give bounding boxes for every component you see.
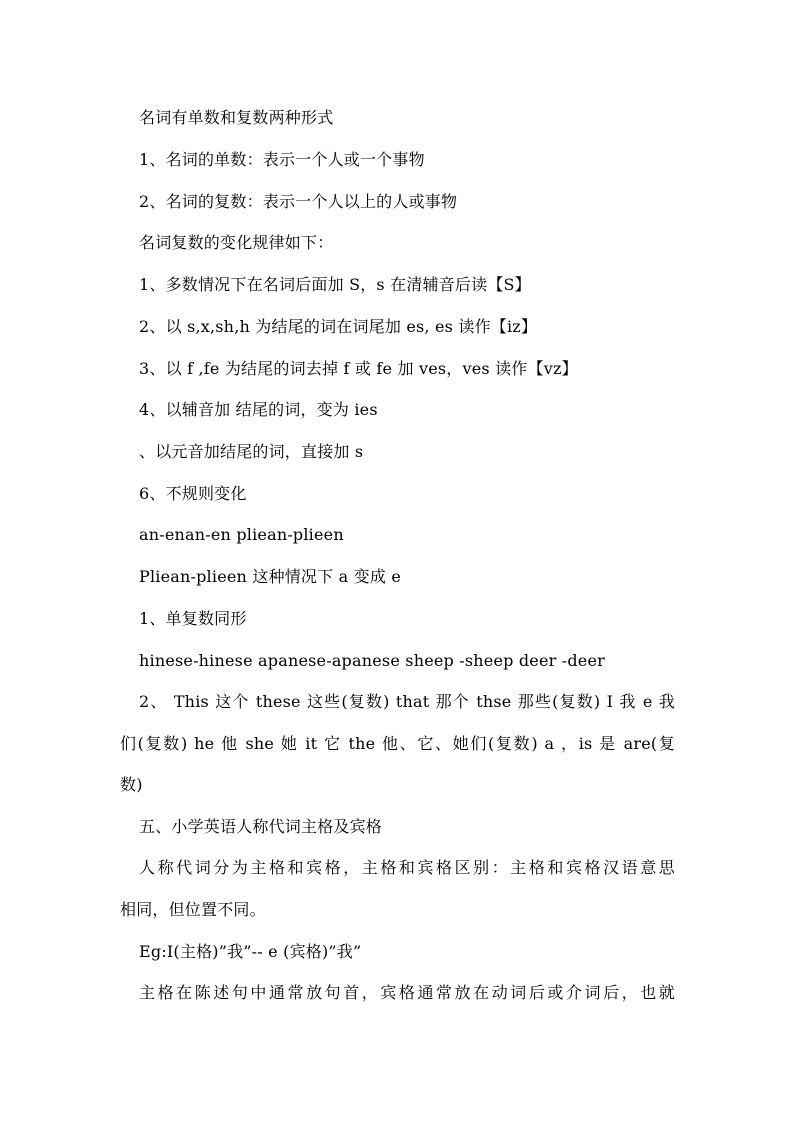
text-line: 相同，但位置不同。	[120, 900, 266, 919]
heading-noun-number-forms: 名词有单数和复数两种形式	[139, 108, 334, 127]
text-line: 数)	[120, 775, 143, 794]
text-line: 6、不规则变化	[139, 484, 247, 503]
text-line: Eg:I(主格)”我”-- e (宾格)”我”	[139, 942, 362, 961]
text-line: 1、多数情况下在名词后面加 S，s 在清辅音后读【S】	[139, 275, 531, 294]
text-line: 人称代词分为主格和宾格，主格和宾格区别：主格和宾格汉语意思	[139, 858, 675, 877]
text-line: hinese-hinese apanese-apanese sheep -sheep deer -deer	[139, 651, 605, 670]
text-line: 、以元音加结尾的词，直接加 s	[139, 442, 364, 461]
text-line: 4、以辅音加 结尾的词，变为 ies	[139, 400, 378, 419]
text-line: 2、以 s,x,sh,h 为结尾的词在词尾加 es, es 读作【iz】	[139, 317, 538, 336]
text-line: 3、以 f ,fe 为结尾的词去掉 f 或 fe 加 ves，ves 读作【vz】	[139, 359, 578, 378]
text-line: 主格在陈述句中通常放句首，宾格通常放在动词后或介词后，也就	[139, 983, 675, 1002]
heading-plural-rules: 名词复数的变化规律如下：	[139, 233, 334, 252]
text-line: 1、单复数同形	[139, 609, 247, 628]
text-line: Pliean-plieen 这种情况下 a 变成 e	[139, 567, 401, 586]
text-line: 1、名词的单数：表示一个人或一个事物	[139, 150, 425, 169]
text-line: an-enan-en pliean-plieen	[139, 525, 344, 544]
heading-pronoun-cases: 五、小学英语人称代词主格及宾格	[139, 817, 383, 836]
text-line: 2、名词的复数：表示一个人以上的人或事物	[139, 192, 458, 211]
text-line: 2、 This 这个 these 这些(复数) that 那个 thse 那些(复数) I 我 e 我	[139, 692, 675, 711]
text-line: 们(复数) he 他 she 她 it 它 the 他、它、她们(复数) a ，is 是 are(复	[120, 734, 675, 753]
